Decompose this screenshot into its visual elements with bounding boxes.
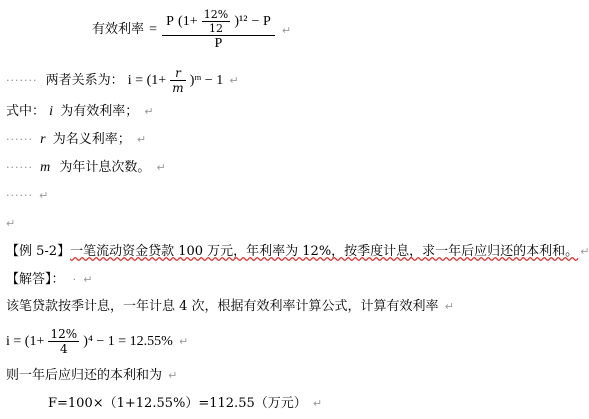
formula-main-fraction: [162, 8, 275, 52]
relation-frac-bot: m: [172, 81, 184, 95]
num-open: (1+: [178, 14, 198, 29]
paragraph-mark: ↵: [444, 300, 454, 313]
paragraph-mark: ↵: [229, 74, 239, 87]
formula-denominator: P: [214, 36, 223, 51]
formula-lhs: 有效利率: [92, 22, 145, 37]
definition-r: [6, 132, 146, 148]
var-m: m: [40, 160, 51, 175]
blank-line: [4, 216, 15, 232]
effective-rate-calc: [6, 322, 188, 362]
var-r: r: [40, 132, 46, 147]
definition-i: [6, 104, 154, 120]
example-5-2: [6, 244, 589, 260]
paragraph-mark: ↵: [312, 397, 323, 410]
leader-dots: ······: [6, 161, 33, 174]
inner-frac-bot: 12: [208, 22, 223, 35]
desc-i: 为有效利率；: [60, 104, 139, 119]
leader-dots: ······: [6, 133, 33, 146]
paragraph-mark: ↵: [39, 189, 49, 202]
example-text: 一笔流动资金贷款 100 万元，年利率为 12%，按季度计息，求一年后应归还的本利和。: [70, 244, 579, 259]
leader-dots: ······: [6, 189, 33, 202]
effective-rate-formula: [92, 8, 291, 60]
paragraph-mark: ↵: [144, 105, 154, 118]
blank-line-dots: [6, 188, 48, 204]
calc-frac-bot: 4: [60, 342, 68, 356]
answer-heading: [6, 272, 93, 288]
calc-fraction: [48, 327, 79, 356]
paragraph-mark: ↵: [136, 133, 147, 146]
desc-m: 为年计息次数。: [59, 160, 151, 175]
var-i: i: [49, 104, 54, 119]
result-text: F=100×（1+12.55%）=112.55（万元）: [48, 396, 307, 411]
example-tag: 【例 5-2】: [6, 244, 71, 259]
relation-line: [6, 64, 239, 98]
paragraph-quarterly: [6, 299, 454, 315]
definition-m: [6, 160, 166, 176]
num-exp: )¹²: [234, 14, 248, 29]
relation-fraction: [170, 66, 185, 95]
paragraph-text: 则一年后应归还的本利和为: [6, 368, 163, 383]
calc-rhs: )⁴ − 1 = 12.55%: [83, 334, 173, 349]
relation-rhs: )ᵐ − 1: [189, 73, 224, 88]
formula-eq: =: [149, 22, 158, 37]
formula-numerator: [162, 8, 275, 36]
calc-lhs: i = (1+: [6, 334, 45, 349]
where-label: 式中：: [6, 104, 46, 119]
paragraph-principal: [6, 368, 177, 384]
paragraph-mark: ↵: [580, 245, 589, 258]
leader-dots: ·: [72, 273, 78, 286]
inner-frac-top: 12%: [203, 8, 229, 21]
paragraph-mark: ↵: [168, 369, 178, 382]
paragraph-mark: ↵: [156, 161, 166, 174]
paragraph-mark: ↵: [178, 335, 189, 348]
relation-lhs: i = (1+: [127, 73, 167, 88]
paragraph-mark: ↵: [281, 23, 292, 37]
paragraph-mark: ↵: [6, 217, 16, 230]
num-tail: − P: [251, 14, 271, 29]
relation-label: 两者关系为：: [45, 73, 124, 88]
paragraph-text: 该笔贷款按季计息，一年计息 4 次，根据有效利率计算公式，计算有效利率: [6, 299, 439, 314]
calc-frac-top: 12%: [50, 327, 78, 341]
paragraph-mark: ↵: [83, 273, 93, 286]
num-p: P: [166, 14, 174, 29]
desc-r: 为名义利率；: [52, 132, 131, 147]
inner-fraction: [202, 8, 230, 35]
result-line: [48, 396, 322, 412]
answer-tag: 【解答】：: [6, 272, 65, 287]
relation-frac-top: r: [170, 66, 185, 81]
leader-dots: ·······: [6, 74, 38, 87]
